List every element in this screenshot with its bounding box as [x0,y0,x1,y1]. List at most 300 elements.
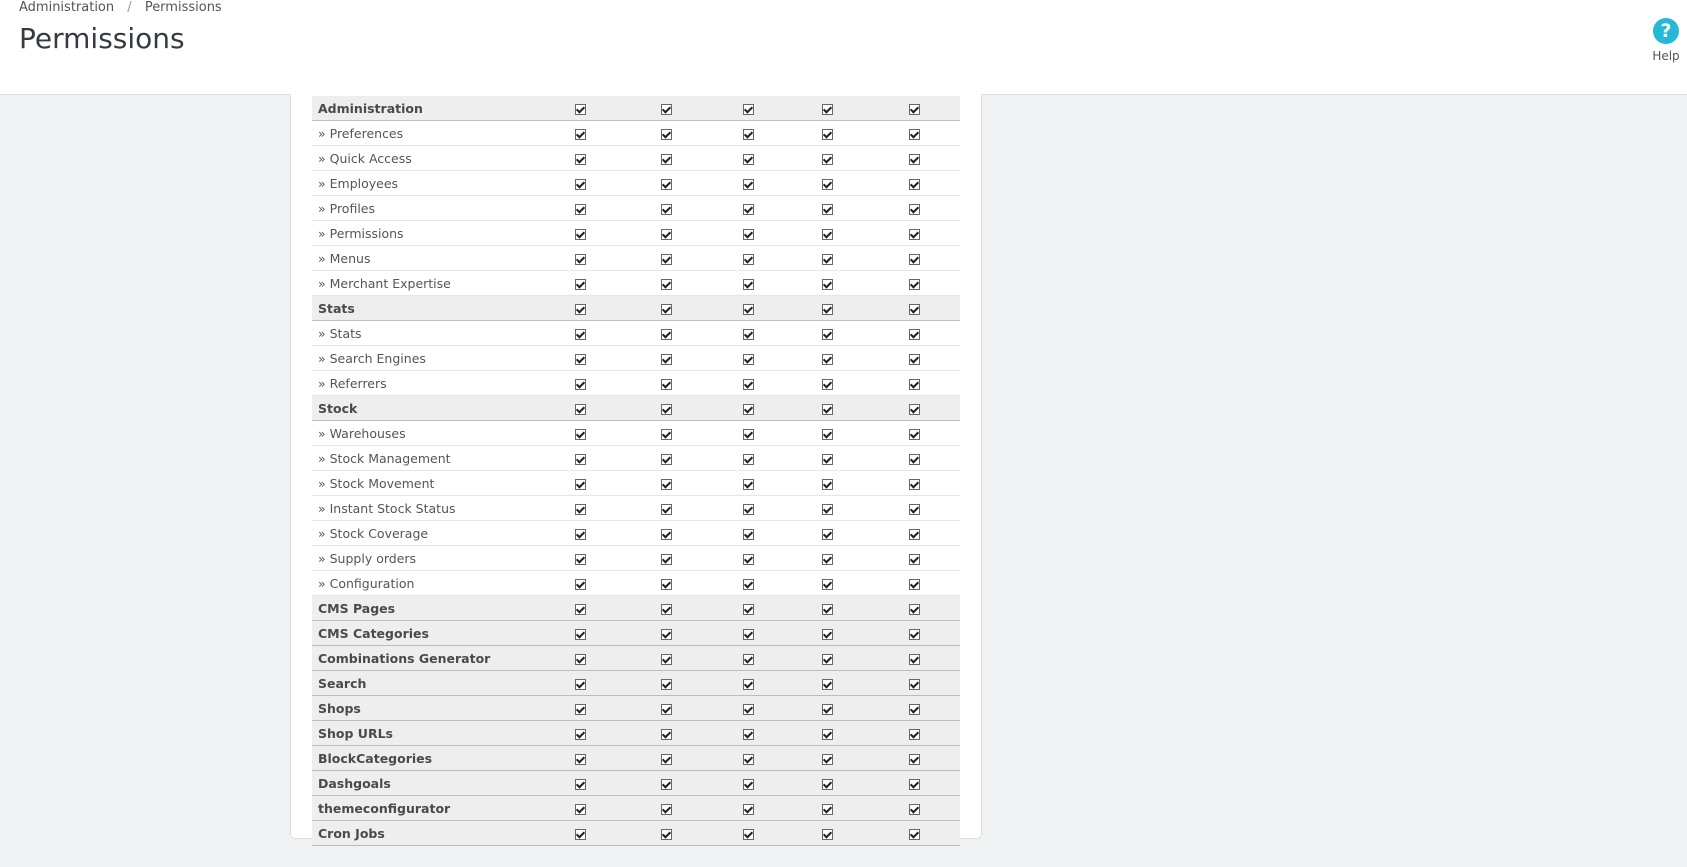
permission-row [312,121,960,146]
permission-cell [537,121,623,146]
permission-label: » Supply orders [312,546,537,571]
permission-cell [537,746,623,771]
permission-checkbox[interactable] [743,754,754,765]
permission-label: » Merchant Expertise [312,271,537,296]
permission-cell [868,221,960,246]
permission-checkbox[interactable] [822,729,833,740]
permission-checkbox[interactable] [661,379,672,390]
permission-cell [786,196,868,221]
permission-cell [710,246,786,271]
permission-cell [786,596,868,621]
permission-checkbox[interactable] [743,604,754,615]
permission-cell [623,821,710,846]
permission-checkbox[interactable] [575,454,586,465]
permission-checkbox[interactable] [743,279,754,290]
permission-checkbox[interactable] [661,129,672,140]
permission-checkbox[interactable] [661,304,672,315]
permission-checkbox[interactable] [822,629,833,640]
permission-checkbox[interactable] [661,579,672,590]
permission-label: » Stock Movement [312,471,537,496]
permission-checkbox[interactable] [822,554,833,565]
permission-cell [786,496,868,521]
permission-cell [623,446,710,471]
permission-label: Search [312,671,537,696]
permission-checkbox[interactable] [822,279,833,290]
permission-checkbox[interactable] [743,504,754,515]
permission-label: Stock [312,396,537,421]
permission-cell [623,596,710,621]
permission-cell [868,746,960,771]
permission-cell [623,496,710,521]
permission-checkbox[interactable] [661,729,672,740]
permission-checkbox[interactable] [743,704,754,715]
permission-checkbox[interactable] [743,579,754,590]
help-circle-icon[interactable]: ? [1653,18,1679,44]
permission-checkbox[interactable] [743,729,754,740]
permission-cell [537,246,623,271]
permission-checkbox[interactable] [743,779,754,790]
permission-checkbox[interactable] [743,254,754,265]
permission-checkbox[interactable] [743,829,754,840]
permission-checkbox[interactable] [822,254,833,265]
permission-checkbox[interactable] [575,104,586,115]
permission-checkbox[interactable] [743,204,754,215]
permission-checkbox[interactable] [909,479,920,490]
permission-label: Shop URLs [312,721,537,746]
permission-checkbox[interactable] [661,654,672,665]
permission-cell [623,521,710,546]
permission-checkbox[interactable] [822,229,833,240]
permission-cell [710,121,786,146]
permission-group-row [312,396,960,421]
permission-checkbox[interactable] [822,429,833,440]
permission-row [312,471,960,496]
permission-label: CMS Pages [312,596,537,621]
permission-cell [537,296,623,321]
permission-cell [710,96,786,121]
permission-checkbox[interactable] [743,304,754,315]
permission-cell [868,696,960,721]
permission-checkbox[interactable] [822,804,833,815]
permission-checkbox[interactable] [661,329,672,340]
permission-checkbox[interactable] [661,504,672,515]
permission-checkbox[interactable] [575,604,586,615]
permission-cell [786,471,868,496]
permission-cell [786,246,868,271]
permission-checkbox[interactable] [575,829,586,840]
permission-checkbox[interactable] [661,104,672,115]
permission-checkbox[interactable] [661,529,672,540]
permission-checkbox[interactable] [661,454,672,465]
permission-checkbox[interactable] [575,704,586,715]
permission-checkbox[interactable] [661,479,672,490]
permission-cell [786,221,868,246]
permission-label: » Employees [312,171,537,196]
permission-cell [537,696,623,721]
permission-checkbox[interactable] [822,529,833,540]
permission-cell [868,721,960,746]
permission-checkbox[interactable] [575,754,586,765]
permission-checkbox[interactable] [743,529,754,540]
permission-checkbox[interactable] [661,629,672,640]
permission-checkbox[interactable] [909,354,920,365]
permission-checkbox[interactable] [575,729,586,740]
permission-checkbox[interactable] [822,404,833,415]
permission-checkbox[interactable] [575,654,586,665]
permission-cell [710,771,786,796]
permission-checkbox[interactable] [822,204,833,215]
permission-cell [537,371,623,396]
permission-cell [537,171,623,196]
permission-checkbox[interactable] [743,654,754,665]
permission-checkbox[interactable] [743,429,754,440]
permission-checkbox[interactable] [661,429,672,440]
permission-checkbox[interactable] [743,329,754,340]
permission-cell [710,396,786,421]
permission-cell [786,396,868,421]
permission-checkbox[interactable] [909,204,920,215]
permission-checkbox[interactable] [743,629,754,640]
permission-cell [710,421,786,446]
permission-label: » Stock Management [312,446,537,471]
permission-cell [868,471,960,496]
permission-cell [868,121,960,146]
permission-label: BlockCategories [312,746,537,771]
permission-checkbox[interactable] [743,179,754,190]
permission-checkbox[interactable] [575,429,586,440]
permission-label: Administration [312,96,537,121]
permission-cell [537,421,623,446]
permission-checkbox[interactable] [575,129,586,140]
permission-checkbox[interactable] [575,304,586,315]
permission-cell [710,196,786,221]
breadcrumb [19,0,222,15]
permission-cell [710,621,786,646]
permission-checkbox[interactable] [909,379,920,390]
permission-checkbox[interactable] [909,704,920,715]
permission-group-row [312,621,960,646]
permission-cell [868,446,960,471]
permission-cell [868,371,960,396]
permission-cell [786,671,868,696]
permission-cell [868,296,960,321]
permission-cell [786,321,868,346]
permission-cell [537,146,623,171]
permission-cell [786,96,868,121]
permission-cell [710,346,786,371]
permission-cell [710,746,786,771]
permission-checkbox[interactable] [909,579,920,590]
permission-checkbox[interactable] [822,504,833,515]
permission-cell [537,596,623,621]
permission-checkbox[interactable] [743,404,754,415]
permission-checkbox[interactable] [661,254,672,265]
permission-checkbox[interactable] [743,379,754,390]
permission-checkbox[interactable] [575,554,586,565]
permission-checkbox[interactable] [822,779,833,790]
permission-checkbox[interactable] [575,329,586,340]
permission-checkbox[interactable] [909,629,920,640]
permission-row [312,446,960,471]
permission-label: » Instant Stock Status [312,496,537,521]
permission-checkbox[interactable] [909,404,920,415]
permission-cell [710,221,786,246]
permission-group-row [312,96,960,121]
permission-cell [710,521,786,546]
permission-checkbox[interactable] [661,404,672,415]
permission-label: » Preferences [312,121,537,146]
permission-checkbox[interactable] [743,154,754,165]
permission-cell [786,346,868,371]
permission-cell [868,496,960,521]
permission-row [312,421,960,446]
permission-label: » Search Engines [312,346,537,371]
permission-cell [710,821,786,846]
permission-cell [786,746,868,771]
permission-checkbox[interactable] [822,104,833,115]
permission-checkbox[interactable] [743,129,754,140]
permission-checkbox[interactable] [575,504,586,515]
permission-checkbox[interactable] [909,729,920,740]
permission-checkbox[interactable] [575,529,586,540]
permission-checkbox[interactable] [909,429,920,440]
permission-checkbox[interactable] [909,129,920,140]
permission-checkbox[interactable] [822,379,833,390]
permission-label: Stats [312,296,537,321]
permission-checkbox[interactable] [575,179,586,190]
permission-group-row [312,796,960,821]
permission-checkbox[interactable] [661,779,672,790]
permission-group-row [312,821,960,846]
permission-checkbox[interactable] [822,154,833,165]
permission-cell [868,346,960,371]
permission-cell [868,171,960,196]
permission-checkbox[interactable] [575,204,586,215]
permission-checkbox[interactable] [909,679,920,690]
permission-label: Shops [312,696,537,721]
permission-cell [537,646,623,671]
permission-checkbox[interactable] [661,704,672,715]
permission-cell [623,721,710,746]
permission-checkbox[interactable] [575,679,586,690]
permission-checkbox[interactable] [575,404,586,415]
permission-cell [868,546,960,571]
permission-checkbox[interactable] [661,154,672,165]
permission-cell [537,496,623,521]
permission-cell [868,196,960,221]
permission-checkbox[interactable] [575,354,586,365]
permission-cell [537,471,623,496]
permission-checkbox[interactable] [661,829,672,840]
permission-checkbox[interactable] [743,804,754,815]
permission-checkbox[interactable] [822,479,833,490]
permission-checkbox[interactable] [822,704,833,715]
permission-cell [868,771,960,796]
permission-checkbox[interactable] [743,454,754,465]
permission-checkbox[interactable] [575,479,586,490]
permission-cell [623,321,710,346]
permission-label: Combinations Generator [312,646,537,671]
permission-checkbox[interactable] [909,304,920,315]
permission-checkbox[interactable] [909,779,920,790]
permission-row [312,571,960,596]
permission-cell [623,196,710,221]
permission-cell [868,96,960,121]
permission-checkbox[interactable] [822,304,833,315]
permission-checkbox[interactable] [909,279,920,290]
permission-cell [623,771,710,796]
permission-row [312,546,960,571]
permission-cell [868,671,960,696]
permission-checkbox[interactable] [909,554,920,565]
permission-checkbox[interactable] [743,104,754,115]
permission-cell [623,121,710,146]
permission-cell [623,171,710,196]
permission-checkbox[interactable] [661,204,672,215]
permission-label: CMS Categories [312,621,537,646]
permission-checkbox[interactable] [743,229,754,240]
permission-checkbox[interactable] [575,154,586,165]
permission-checkbox[interactable] [909,454,920,465]
permission-checkbox[interactable] [909,254,920,265]
permission-checkbox[interactable] [661,754,672,765]
permission-cell [786,571,868,596]
permission-checkbox[interactable] [743,554,754,565]
permission-cell [710,471,786,496]
permission-checkbox[interactable] [575,379,586,390]
permission-checkbox[interactable] [822,654,833,665]
permission-cell [537,821,623,846]
permission-checkbox[interactable] [575,629,586,640]
permission-checkbox[interactable] [661,354,672,365]
permission-checkbox[interactable] [661,229,672,240]
permission-checkbox[interactable] [822,679,833,690]
permission-checkbox[interactable] [909,804,920,815]
permission-checkbox[interactable] [822,129,833,140]
permission-cell [868,646,960,671]
permission-checkbox[interactable] [909,604,920,615]
permission-cell [710,546,786,571]
permission-checkbox[interactable] [575,254,586,265]
permission-checkbox[interactable] [909,154,920,165]
permission-checkbox[interactable] [661,679,672,690]
permission-cell [537,96,623,121]
permission-group-row [312,721,960,746]
permission-checkbox[interactable] [909,829,920,840]
permission-row [312,346,960,371]
permission-checkbox[interactable] [909,104,920,115]
permission-cell [868,146,960,171]
permission-cell [537,446,623,471]
permission-label: » Referrers [312,371,537,396]
permission-checkbox[interactable] [822,604,833,615]
permission-checkbox[interactable] [822,829,833,840]
permissions-panel [290,94,982,839]
permission-cell [623,271,710,296]
permission-cell [623,546,710,571]
permission-checkbox[interactable] [909,504,920,515]
permission-checkbox[interactable] [743,354,754,365]
permission-checkbox[interactable] [743,479,754,490]
permission-cell [786,446,868,471]
permission-checkbox[interactable] [661,554,672,565]
breadcrumb-administration-link[interactable]: Administration [19,0,115,15]
permission-row [312,221,960,246]
permission-checkbox[interactable] [661,179,672,190]
permission-cell [786,796,868,821]
permission-cell [868,271,960,296]
permission-group-row [312,646,960,671]
permission-checkbox[interactable] [822,454,833,465]
permission-checkbox[interactable] [575,229,586,240]
permission-checkbox[interactable] [909,179,920,190]
permission-row [312,271,960,296]
permission-group-row [312,771,960,796]
permission-cell [786,146,868,171]
help-label[interactable]: Help [1652,49,1680,63]
permission-row [312,496,960,521]
permission-checkbox[interactable] [575,804,586,815]
permission-row [312,521,960,546]
permission-cell [786,296,868,321]
permission-cell [868,396,960,421]
permission-cell [710,171,786,196]
permission-cell [710,321,786,346]
permission-cell [537,771,623,796]
permission-cell [868,821,960,846]
permission-checkbox[interactable] [575,579,586,590]
permission-cell [710,496,786,521]
permission-checkbox[interactable] [909,529,920,540]
help-button[interactable] [1648,18,1684,63]
permission-label: » Quick Access [312,146,537,171]
permission-checkbox[interactable] [909,229,920,240]
permission-cell [710,271,786,296]
permission-checkbox[interactable] [661,804,672,815]
permission-group-row [312,296,960,321]
permission-checkbox[interactable] [661,604,672,615]
permission-cell [623,571,710,596]
permission-cell [623,671,710,696]
permission-checkbox[interactable] [661,279,672,290]
permission-cell [537,796,623,821]
permission-checkbox[interactable] [822,579,833,590]
permission-checkbox[interactable] [743,679,754,690]
permission-label: » Configuration [312,571,537,596]
permission-cell [623,96,710,121]
permission-checkbox[interactable] [822,754,833,765]
permission-checkbox[interactable] [822,179,833,190]
permission-checkbox[interactable] [575,279,586,290]
permission-cell [537,521,623,546]
permission-cell [537,571,623,596]
permission-group-row [312,671,960,696]
permission-cell [710,696,786,721]
permission-cell [537,321,623,346]
permission-checkbox[interactable] [909,654,920,665]
permission-checkbox[interactable] [822,354,833,365]
permission-group-row [312,746,960,771]
permission-checkbox[interactable] [575,779,586,790]
permission-checkbox[interactable] [909,754,920,765]
permission-cell [623,471,710,496]
permission-cell [537,346,623,371]
permission-cell [786,271,868,296]
permission-cell [537,396,623,421]
permission-cell [868,321,960,346]
permission-checkbox[interactable] [822,329,833,340]
permission-checkbox[interactable] [909,329,920,340]
